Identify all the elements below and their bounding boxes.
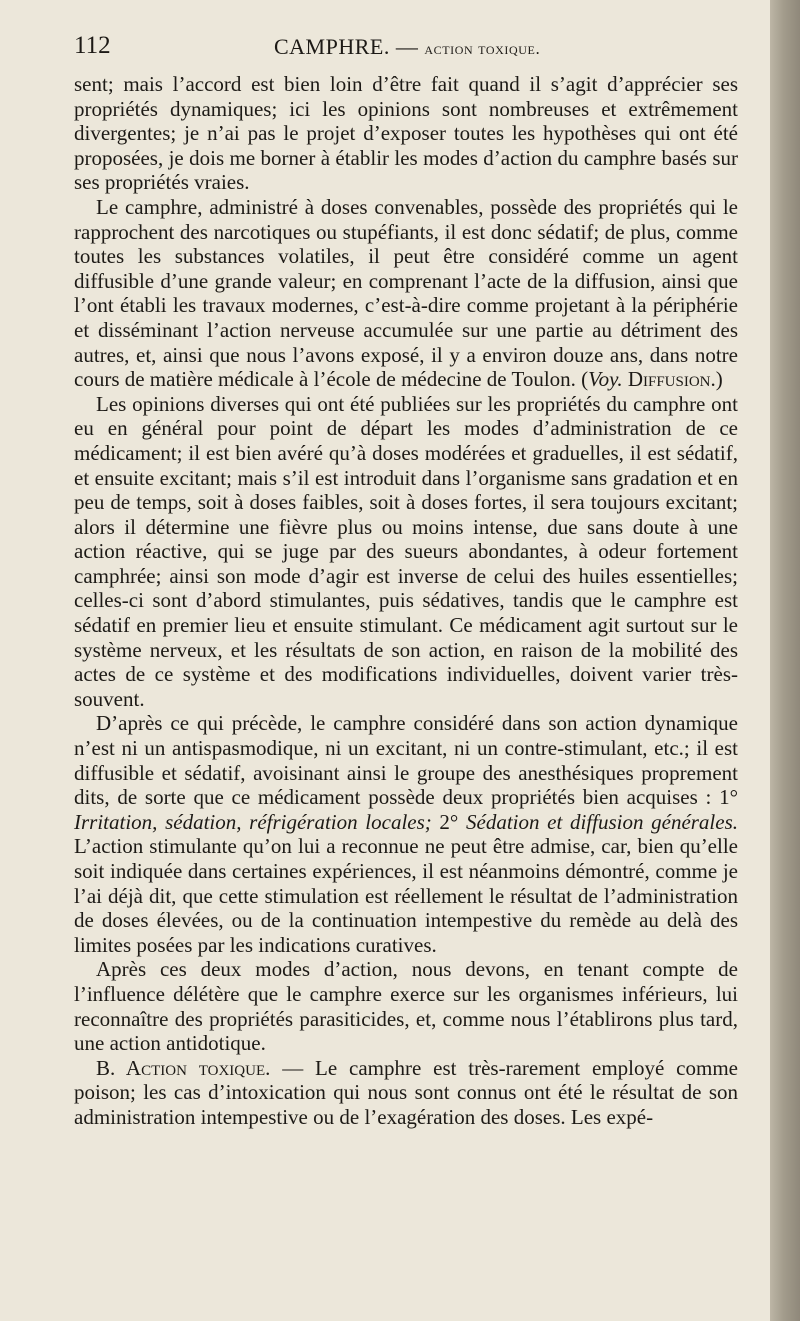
page-number: 112 [74, 32, 111, 59]
paragraph-2 [74, 195, 738, 392]
cross-reference-diffusion: Diffusion [627, 367, 711, 392]
running-title-dash: — [389, 34, 425, 59]
italic-property-2: Sédation et diffusion générales. [466, 809, 739, 834]
paragraph-5: Après ces deux modes d’action, nous devons, en tenant compte de l’influence délétère que le camphre exerce sur les organismes inférieurs, lui reconnaître des propriétés parasiticides, et, comme nous l’établirons plus tard, une action antidotique. [74, 957, 738, 1056]
paragraph-3: Les opinions diverses qui ont été publiées sur les propriétés du camphre ont eu en général pour point de départ les modes d’administration de ce médicament; il est bien avéré qu’à doses modérées et graduelles, il est sédatif, et ensuite excitant; mais s’il est introduit dans l’organisme sans gradation et en peu de temps, soit à doses faibles, soit à doses fortes, il sera toujours excitant; alors il détermine une fièvre plus ou moins intense, due sans doute à une action réactive, qui se juge par des sueurs abondantes, à odeur fortement camphrée; ainsi son mode d’agir est inverse de celui des huiles essentielles; celles-ci sont d’abord stimulantes, puis sédatives, tandis que le camphre est sédatif en premier lieu et ensuite stimulant. Ce médicament agit surtout sur le système nerveux, et les résultats de son action, en raison de la mobilité des actes de ce système et des modifications individuelles, doivent varier très-souvent. [74, 391, 738, 711]
paragraph-1: sent; mais l’accord est bien loin d’être fait quand il s’agit d’apprécier ses propriétés dynamiques; ici les opinions sont nombreuses et extrêmement divergentes; je n’ai pas le projet d’exposer toutes les hypothèses qui ont été proposées, je dois me borner à établir les modes d’action du camphre basés sur ses propriétés vraies. [74, 72, 738, 195]
italic-property-1: Irritation, sédation, réfrigération locales; [74, 809, 432, 834]
paragraph-4 [74, 711, 738, 957]
paragraph-6 [74, 1056, 738, 1130]
paragraph-4-text: D’après ce qui précède, le camphre considéré dans son action dynamique n’est ni un antispasmodique, ni un excitant, ni un contre-stimulant, etc.; il est diffusible et sédatif, avoisinant ainsi le groupe des anesthésiques proprement dits, de sorte que ce médicament possède deux propriétés bien acquises : 1° [74, 711, 738, 810]
voy-reference: Voy. [588, 367, 623, 392]
paragraph-2-text: Le camphre, administré à doses convenables, possède des propriétés qui le rapprochent des narcotiques ou stupéfiants, il est donc sédatif; de plus, comme toutes les substances volatiles, il peut être considéré comme un agent diffusible d’une grande valeur; en comprenant l’acte de la diffusion, ainsi que l’ont établi les travaux modernes, c’est-à-dire comme projetant à la périphérie et disséminant l’action nerveuse accumulée sur une partie au détriment des autres, et, ainsi que nous l’avons exposé, il y a environ douze ans, dans notre cours de matière médicale à l’école de médecine de Toulon. ( [74, 194, 738, 392]
section-label: B. Action toxique. [96, 1055, 271, 1080]
body-text [74, 72, 738, 1130]
paragraph-2-end: .) [710, 367, 723, 392]
running-header [74, 32, 738, 68]
paragraph-4-rest: L’action stimulante qu’on lui a reconnue ne peut être admise, car, bien qu’elle soit indiquée dans certaines expériences, il est néanmoins démontré, comme je l’ai déjà dit, que cette stimulation est réellement le résultat de l’administration de doses élevées, ou de la continuation intempestive du remède au delà des limites posées par les indications curatives. [74, 834, 738, 957]
paragraph-4-middle: 2° [431, 809, 466, 834]
running-title-sub: action toxique. [424, 39, 541, 58]
running-title [274, 34, 540, 60]
running-title-main: CAMPHRE. [274, 34, 390, 59]
paragraph-6-text: — Le camphre est très-rarement employé comme poison; les cas d’intoxication qui nous sont connus ont été le résultat de son administration intempestive ou de l’exagération des doses. Les expé- [74, 1055, 738, 1129]
page-edge-shadow [770, 0, 800, 1321]
